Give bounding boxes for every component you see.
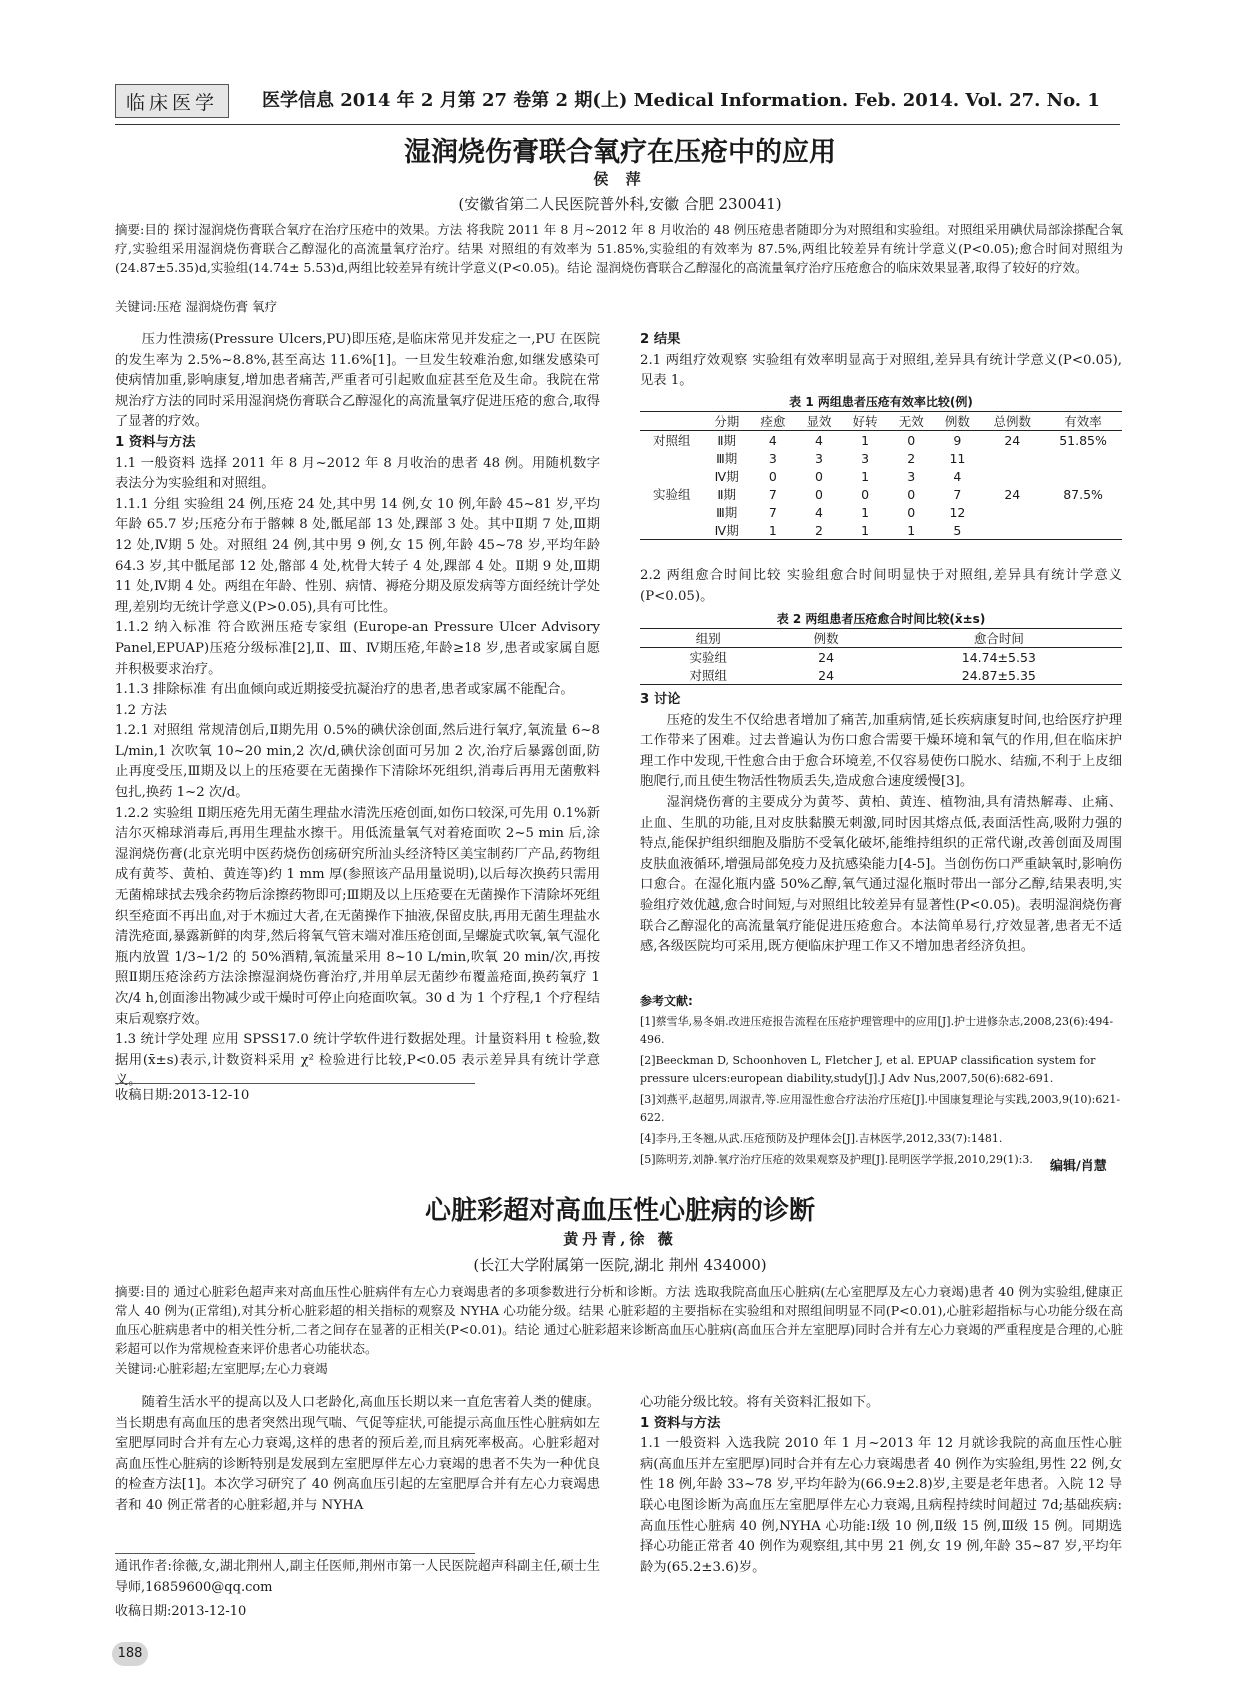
- table-cell: 1: [861, 522, 870, 538]
- paragraph: 2.1 两组疗效观察 实验组有效率明显高于对照组,差异具有统计学意义(P<0.05),见表 1。: [640, 352, 1122, 389]
- paragraph: 1.2.2 实验组 Ⅱ期压疮先用无菌生理盐水清洗压疮创面,如伤口较深,可先用 0.1%新洁尔灭棉球消毒后,再用生理盐水擦干。用低流量氧气对着疮面吹 2~5 min 后,涂湿润烧伤膏(北京光明中医药烧伤创疡研究所汕头经济特区美宝制药厂产品,药物组成有黄芩、黄柏、黄连等)约 1 mm 厚(参照该产品用量说明),以后每次换药只需用无菌棉球拭去残余药物后涂擦药物即可;Ⅲ期及以上压疮要在无菌操作下清除坏死组织至疮面不再出血,对于木痂过大者,在无菌操作下抽液,保留皮肤,再用无菌生理盐水清洗疮面,暴露新鲜的肉芽,然后将氧气管末端对准压疮创面,呈螺旋式吹氧,氧气湿化瓶内放置 1/3~1/2 的 50%酒精,氧流量采用 8~10 L/min,吹氧 20 min/次,再按照Ⅱ期压疮涂药方法涂擦湿润烧伤膏治疗,并用单层无菌纱布覆盖疮面,换药氧疗 1 次/4 h,创面渗出物减少或干燥时可停止向疮面吹氧。30 d 为 1 个疗程,1 个疗程结束后观察疗效。: [115, 805, 600, 1027]
- reference-item: [5]陈明芳,刘静.氧疗治疗压疮的效果观察及护理[J].昆明医学学报,2010,29(1):3.: [640, 1153, 1033, 1166]
- table-cell: [980, 521, 1044, 540]
- table-cell: 1: [861, 468, 870, 484]
- table-cell: 4: [953, 468, 962, 484]
- table-cell: [640, 449, 704, 467]
- table-header-cell: 例数: [777, 629, 876, 648]
- reference-item: [3]刘燕平,赵超男,周淑青,等.应用湿性愈合疗法治疗压疮[J].中国康复理论与实践,2003,9(10):621-622.: [640, 1093, 1121, 1124]
- table-cell: [980, 467, 1044, 485]
- journal-header: 医学信息 2014 年 2 月第 27 卷第 2 期(上) Medical Information. Feb. 2014. Vol. 27. No. 1: [262, 90, 1100, 111]
- table-row: [640, 648, 1122, 667]
- table-header-cell: 愈合时间: [876, 629, 1122, 648]
- table-cell: 4: [815, 432, 823, 448]
- article1-discussion: [640, 690, 1122, 990]
- table-cell: [980, 503, 1044, 521]
- table-cell: [1044, 467, 1122, 485]
- table-cell: 3: [768, 450, 777, 466]
- table-cell: Ⅱ期: [717, 433, 737, 448]
- table-cell: 3: [907, 468, 916, 484]
- table-cell: 2: [815, 522, 823, 538]
- footnote-rule: [115, 1553, 475, 1554]
- article2-right-column: [640, 1393, 1122, 1633]
- article2-received: 收稿日期:2013-12-10: [115, 1604, 247, 1619]
- table-cell: 7: [768, 504, 777, 520]
- table-header-cell: 例数: [934, 412, 980, 431]
- table-cell: 对照组: [653, 433, 691, 448]
- table-cell: Ⅳ期: [714, 469, 739, 484]
- article2-keywords: 关键词:心脏彩超;左室肥厚;左心力衰竭: [115, 1361, 328, 1376]
- table-cell: 3: [815, 450, 823, 466]
- table-row: [640, 467, 1122, 485]
- section-heading: 3 讨论: [640, 692, 681, 707]
- article2-correspondence: 通讯作者:徐薇,女,湖北荆州人,副主任医师,荆州市第一人民医院超声科副主任,硕士生导师,16859600@qq.com: [115, 1559, 600, 1595]
- article2-title: 心脏彩超对高血压性心脏病的诊断: [424, 1196, 815, 1226]
- references: [640, 992, 1122, 1172]
- table-cell: 0: [768, 468, 777, 484]
- table-cell: 7: [768, 486, 777, 502]
- reference-item: [2]Beeckman D, Schoonhoven L, Fletcher J, et al. EPUAP classification system for pressure ulcers:european diability,study[J].J Adv Nus,2007,50(6):682-691.: [640, 1054, 1096, 1085]
- article1-results-intro: [640, 330, 1122, 392]
- table-cell: [640, 503, 704, 521]
- table-cell: [1044, 503, 1122, 521]
- table-cell: [1044, 521, 1122, 540]
- table-header-cell: 显效: [796, 412, 842, 431]
- table1: [640, 411, 1122, 540]
- table-cell: 1: [907, 522, 916, 538]
- paragraph: 1.1 一般资料 选择 2011 年 8 月~2012 年 8 月收治的患者 48 例。用随机数字表法分为实验组和对照组。: [115, 455, 600, 492]
- table-cell: 24: [1004, 486, 1021, 502]
- paragraph: 1.2.1 对照组 常规清创后,Ⅱ期先用 0.5%的碘伏涂创面,然后进行氧疗,氧流量 6~8 L/min,1 次吹氧 10~20 min,2 次/d,碘伏涂创面可另加 2 次,治疗后暴露创面,防止再度受压,Ⅲ期及以上的压疮要在无菌操作下清除坏死组织,消毒后再用无菌敷料包扎,换药 1~2 次/d。: [115, 723, 600, 801]
- reference-item: [1]蔡雪华,易冬娟.改进压疮报告流程在压疮护理管理中的应用[J].护士进修杂志,2008,23(6):494-496.: [640, 1015, 1114, 1046]
- paragraph: 湿润烧伤膏的主要成分为黄芩、黄柏、黄连、植物油,具有清热解毒、止痛、止血、生肌的功能,且对皮肤黏膜无刺激,同时因其熔点低,表面活性高,吸附力强的特点,能保护组织细胞及脂肪不受氧化破坏,能维持组织的正常代谢,改善创面及周围皮肤血液循环,增强局部免疫力及抗感染能力[4-5]。当创伤伤口严重缺氧时,影响伤口愈合。在湿化瓶内盛 50%乙醇,氧气通过湿化瓶时带出一部分乙醇,结果表明,实验组疗效优越,愈合时间短,与对照组比较差异有显著性(P<0.05)。表明湿润烧伤膏联合乙醇湿化的高流量氧疗能促进压疮愈合。本法简单易行,疗效显著,患者无不适感,各级医院均可采用,既方便临床护理工作又不增加患者经济负担。: [640, 794, 1122, 955]
- table2: [640, 628, 1122, 685]
- table-cell: 24.87±5.35: [961, 667, 1036, 683]
- page-number: 188: [112, 1642, 148, 1666]
- section-label: 临床医学: [115, 84, 229, 118]
- table-cell: [980, 449, 1044, 467]
- table-header-cell: 痊愈: [750, 412, 796, 431]
- article2-left-column: [115, 1393, 600, 1541]
- table-cell: 11: [949, 450, 966, 466]
- paragraph: 1.1.1 分组 实验组 24 例,压疮 24 处,其中男 14 例,女 10 例,年龄 45~81 岁,平均年龄 65.7 岁;压疮分布于髂棘 8 处,骶尾部 13 处,踝部 3 处。其中Ⅱ期 7 处,Ⅲ期 12 处,Ⅳ期 5 处。对照组 24 例,其中男 9 例,女 15 例,年龄 45~78 岁,平均年龄 64.3 岁,其中骶尾部 12 处,髂部 4 处,枕骨大转子 4 处,踝部 4 处。Ⅱ期 9 处,Ⅲ期 11 处,Ⅳ期 4 处。两组在年龄、性别、病情、褥疮分期及原发病等方面经统计学处理,差别均无统计学意义(P>0.05),具有可比性。: [115, 496, 600, 615]
- table-cell: 24: [1004, 432, 1021, 448]
- table-cell: Ⅱ期: [717, 487, 737, 502]
- paragraph: 1.3 统计学处理 应用 SPSS17.0 统计学软件进行数据处理。计量资料用 t 检验,数据用(x̄±s)表示,计数资料采用 χ² 检验进行比较,P<0.05 表示差异具有统计学意义。: [115, 1032, 600, 1089]
- table-cell: 9: [953, 432, 962, 448]
- section-heading: 1 资料与方法: [115, 434, 196, 450]
- table-cell: Ⅲ期: [716, 451, 738, 466]
- table-cell: 87.5%: [1063, 486, 1103, 502]
- article1-affiliation: (安徽省第二人民医院普外科,安徽 合肥 230041): [458, 195, 782, 213]
- table-header-row: [640, 629, 1122, 648]
- table-cell: 实验组: [653, 487, 691, 502]
- table-cell: 3: [861, 450, 870, 466]
- article2-author: 黄丹青,徐 薇: [563, 1230, 677, 1248]
- table-cell: [640, 521, 704, 540]
- table-header-cell: 好转: [842, 412, 888, 431]
- section-heading: 1 资料与方法: [640, 1415, 721, 1431]
- table-cell: 0: [907, 504, 916, 520]
- references-title: 参考文献:: [640, 994, 693, 1008]
- table-row: [640, 503, 1122, 521]
- table-cell: 4: [815, 504, 823, 520]
- table-row: [640, 521, 1122, 540]
- table-cell: 4: [768, 432, 777, 448]
- article1-left-column: [115, 330, 600, 1089]
- paragraph: 压疮的发生不仅给患者增加了痛苦,加重病情,延长疾病康复时间,也给医疗护理工作带来了困难。过去普遍认为伤口愈合需要干燥环境和氧气的作用,但在临床护理工作中发现,干性愈合由于愈合环境差,不仅容易使伤口脱水、结痂,不利于上皮细胞爬行,而且使生物活性物质丢失,造成愈合速度缓慢[3]。: [640, 712, 1122, 790]
- table-cell: 1: [768, 522, 777, 538]
- article2-affiliation: (长江大学附属第一医院,湖北 荆州 434000): [473, 1256, 767, 1274]
- editor-note: 编辑/肖慧: [1050, 1159, 1107, 1174]
- table-header-cell: 组别: [640, 629, 777, 648]
- reference-item: [4]李丹,王冬翘,从武.压疮预防及护理体会[J].吉林医学,2012,33(7):1481.: [640, 1132, 1003, 1145]
- table-cell: 5: [953, 522, 962, 538]
- received-rule: [115, 1083, 475, 1084]
- table-cell: 实验组: [689, 650, 728, 665]
- table-cell: 0: [861, 486, 870, 502]
- article1-keywords: 关键词:压疮 湿润烧伤膏 氧疗: [115, 299, 278, 314]
- table-cell: Ⅳ期: [714, 523, 739, 538]
- article2-abstract: 摘要:目的 通过心脏彩色超声来对高血压性心脏病伴有左心力衰竭患者的多项参数进行分析和诊断。方法 选取我院高血压心脏病(左心室肥厚及左心力衰竭)患者 40 例为实验组,健康正常人 40 例为(正常组),对其分析心脏彩超的相关指标的观察及 NYHA 心功能分级。结果 心脏彩超的主要指标在实验组和对照组间明显不同(P<0.01),心脏彩超指标与心功能分级在高血压心脏病患者中的相关性分析,二者之间存在显著的正相关(P<0.01)。结论 通过心脏彩超来诊断高血压心脏病(高血压合并左室肥厚)同时合并有左心力衰竭的严重程度是合理的,心脏彩超可以作为常规检查来评价患者心功能状态。: [115, 1284, 1123, 1356]
- table-header-cell: 分期: [704, 412, 750, 431]
- table-row: [640, 431, 1122, 450]
- table-cell: 24: [818, 649, 835, 665]
- table-cell: 对照组: [689, 668, 728, 683]
- article1-title: 湿润烧伤膏联合氧疗在压疮中的应用: [404, 137, 836, 168]
- paragraph: 1.1.3 排除标准 有出血倾向或近期接受抗凝治疗的患者,患者或家属不能配合。: [115, 682, 574, 698]
- paragraph: 心功能分级比较。将有关资料汇报如下。: [640, 1395, 880, 1410]
- table-cell: 0: [907, 486, 916, 502]
- table-row: [640, 449, 1122, 467]
- table-cell: 0: [907, 432, 916, 448]
- paragraph: 随着生活水平的提高以及人口老龄化,高血压长期以来一直危害着人类的健康。当长期患有高血压的患者突然出现气喘、气促等症状,可能提示高血压性心脏病如左室肥厚同时合并有左心力衰竭,这样的患者的预后差,而且病死率极高。心脏彩超对高血压性心脏病的诊断特别是发展到左室肥厚伴左心力衰竭的患者不失为一种优良的检查方法[1]。本次学习研究了 40 例高血压引起的左室肥厚合并有左心力衰竭患者和 40 例正常者的心脏彩超,并与 NYHA: [115, 1395, 600, 1513]
- table-header-cell: 有效率: [1044, 412, 1122, 431]
- table2-caption: 表 2 两组患者压疮愈合时间比较(x̄±s): [776, 612, 986, 626]
- paragraph: 1.1.2 纳入标准 符合欧洲压疮专家组 (Europe-an Pressure Ulcer Advisory Panel,EPUAP)压疮分级标准[2],Ⅱ、Ⅲ、Ⅳ期压疮,年龄≥18 岁,患者或家属自愿并积极要求治疗。: [115, 620, 600, 677]
- table-cell: 24: [818, 667, 835, 683]
- paragraph: 压力性溃疡(Pressure Ulcers,PU)即压疮,是临床常见并发症之一,PU 在医院的发生率为 2.5%~8.8%,甚至高达 11.6%[1]。一旦发生较难治愈,如继发感染可使病情加重,影响康复,增加患者痛苦,严重者可引起败血症甚至危及生命。我院在常规治疗方法的同时采用湿润烧伤膏联合乙醇湿化的高流量氧疗促进压疮的愈合,取得了显著的疗效。: [115, 332, 600, 430]
- table-cell: 51.85%: [1059, 432, 1107, 448]
- table-cell: Ⅲ期: [716, 505, 738, 520]
- section-heading: 2 结果: [640, 332, 681, 347]
- subsection-heading: 1.2 方法: [115, 702, 167, 718]
- table-cell: 0: [815, 468, 823, 484]
- article1-received: 收稿日期:2013-12-10: [115, 1088, 250, 1103]
- table-cell: [640, 467, 704, 485]
- table1-caption: 表 1 两组患者压疮有效率比较(例): [789, 395, 973, 409]
- table-cell: 1: [861, 504, 870, 520]
- table-cell: 2: [907, 450, 916, 466]
- table-row: [640, 485, 1122, 503]
- article1-author: 侯 萍: [593, 170, 647, 188]
- header-rule: [115, 124, 1120, 125]
- table-header-cell: [640, 412, 704, 431]
- article1-abstract: 摘要:目的 探讨湿润烧伤膏联合氧疗在治疗压疮中的效果。方法 将我院 2011 年 8 月~2012 年 8 月收治的 48 例压疮患者随即分为对照组和实验组。对照组采用碘伏局部涂搽配合氧疗,实验组采用湿润烧伤膏联合乙醇湿化的高流量氧疗治疗。结果 对照组的有效率为 51.85%,实验组的有效率为 87.5%,两组比较差异有统计学意义(P<0.05);愈合时间对照组为(24.87±5.35)d,实验组(14.74± 5.53)d,两组比较差异有统计学意义(P<0.05)。结论 湿润烧伤膏联合乙醇湿化的高流量氧疗治疗压疮愈合的临床效果显著,取得了较好的疗效。: [115, 222, 1123, 275]
- table-header-cell: 总例数: [980, 412, 1044, 431]
- table-header-cell: 无效: [888, 412, 934, 431]
- table-cell: [1044, 449, 1122, 467]
- table-cell: 14.74±5.53: [961, 649, 1036, 665]
- table-cell: 7: [953, 486, 962, 502]
- table-cell: 1: [861, 432, 870, 448]
- article1-healing-para: 2.2 两组愈合时间比较 实验组愈合时间明显快于对照组,差异具有统计学意义(P<0.05)。: [640, 568, 1122, 604]
- table-row: [640, 666, 1122, 685]
- paragraph: 1.1 一般资料 入选我院 2010 年 1 月~2013 年 12 月就诊我院的高血压性心脏病(高血压并左室肥厚)同时合并有左心力衰竭患者 40 例作为实验组,男性 22 例,女性 18 例,年龄 33~78 岁,平均年龄为(66.9±2.8)岁,主要是老年患者。入院 12 导联心电图诊断为高血压左室肥厚伴左心力衰竭,且病程持续时间超过 7d;基础疾病:高血压性心脏病 40 例,NYHA 心功能:Ⅰ级 10 例,Ⅱ级 15 例,Ⅲ级 15 例。同期选择心功能正常者 40 例作为观察组,其中男 21 例,女 19 例,年龄 35~87 岁,平均年龄为(65.2±3.6)岁。: [640, 1436, 1122, 1575]
- table-header-row: [640, 412, 1122, 431]
- table-cell: 12: [949, 504, 966, 520]
- table-cell: 0: [815, 486, 823, 502]
